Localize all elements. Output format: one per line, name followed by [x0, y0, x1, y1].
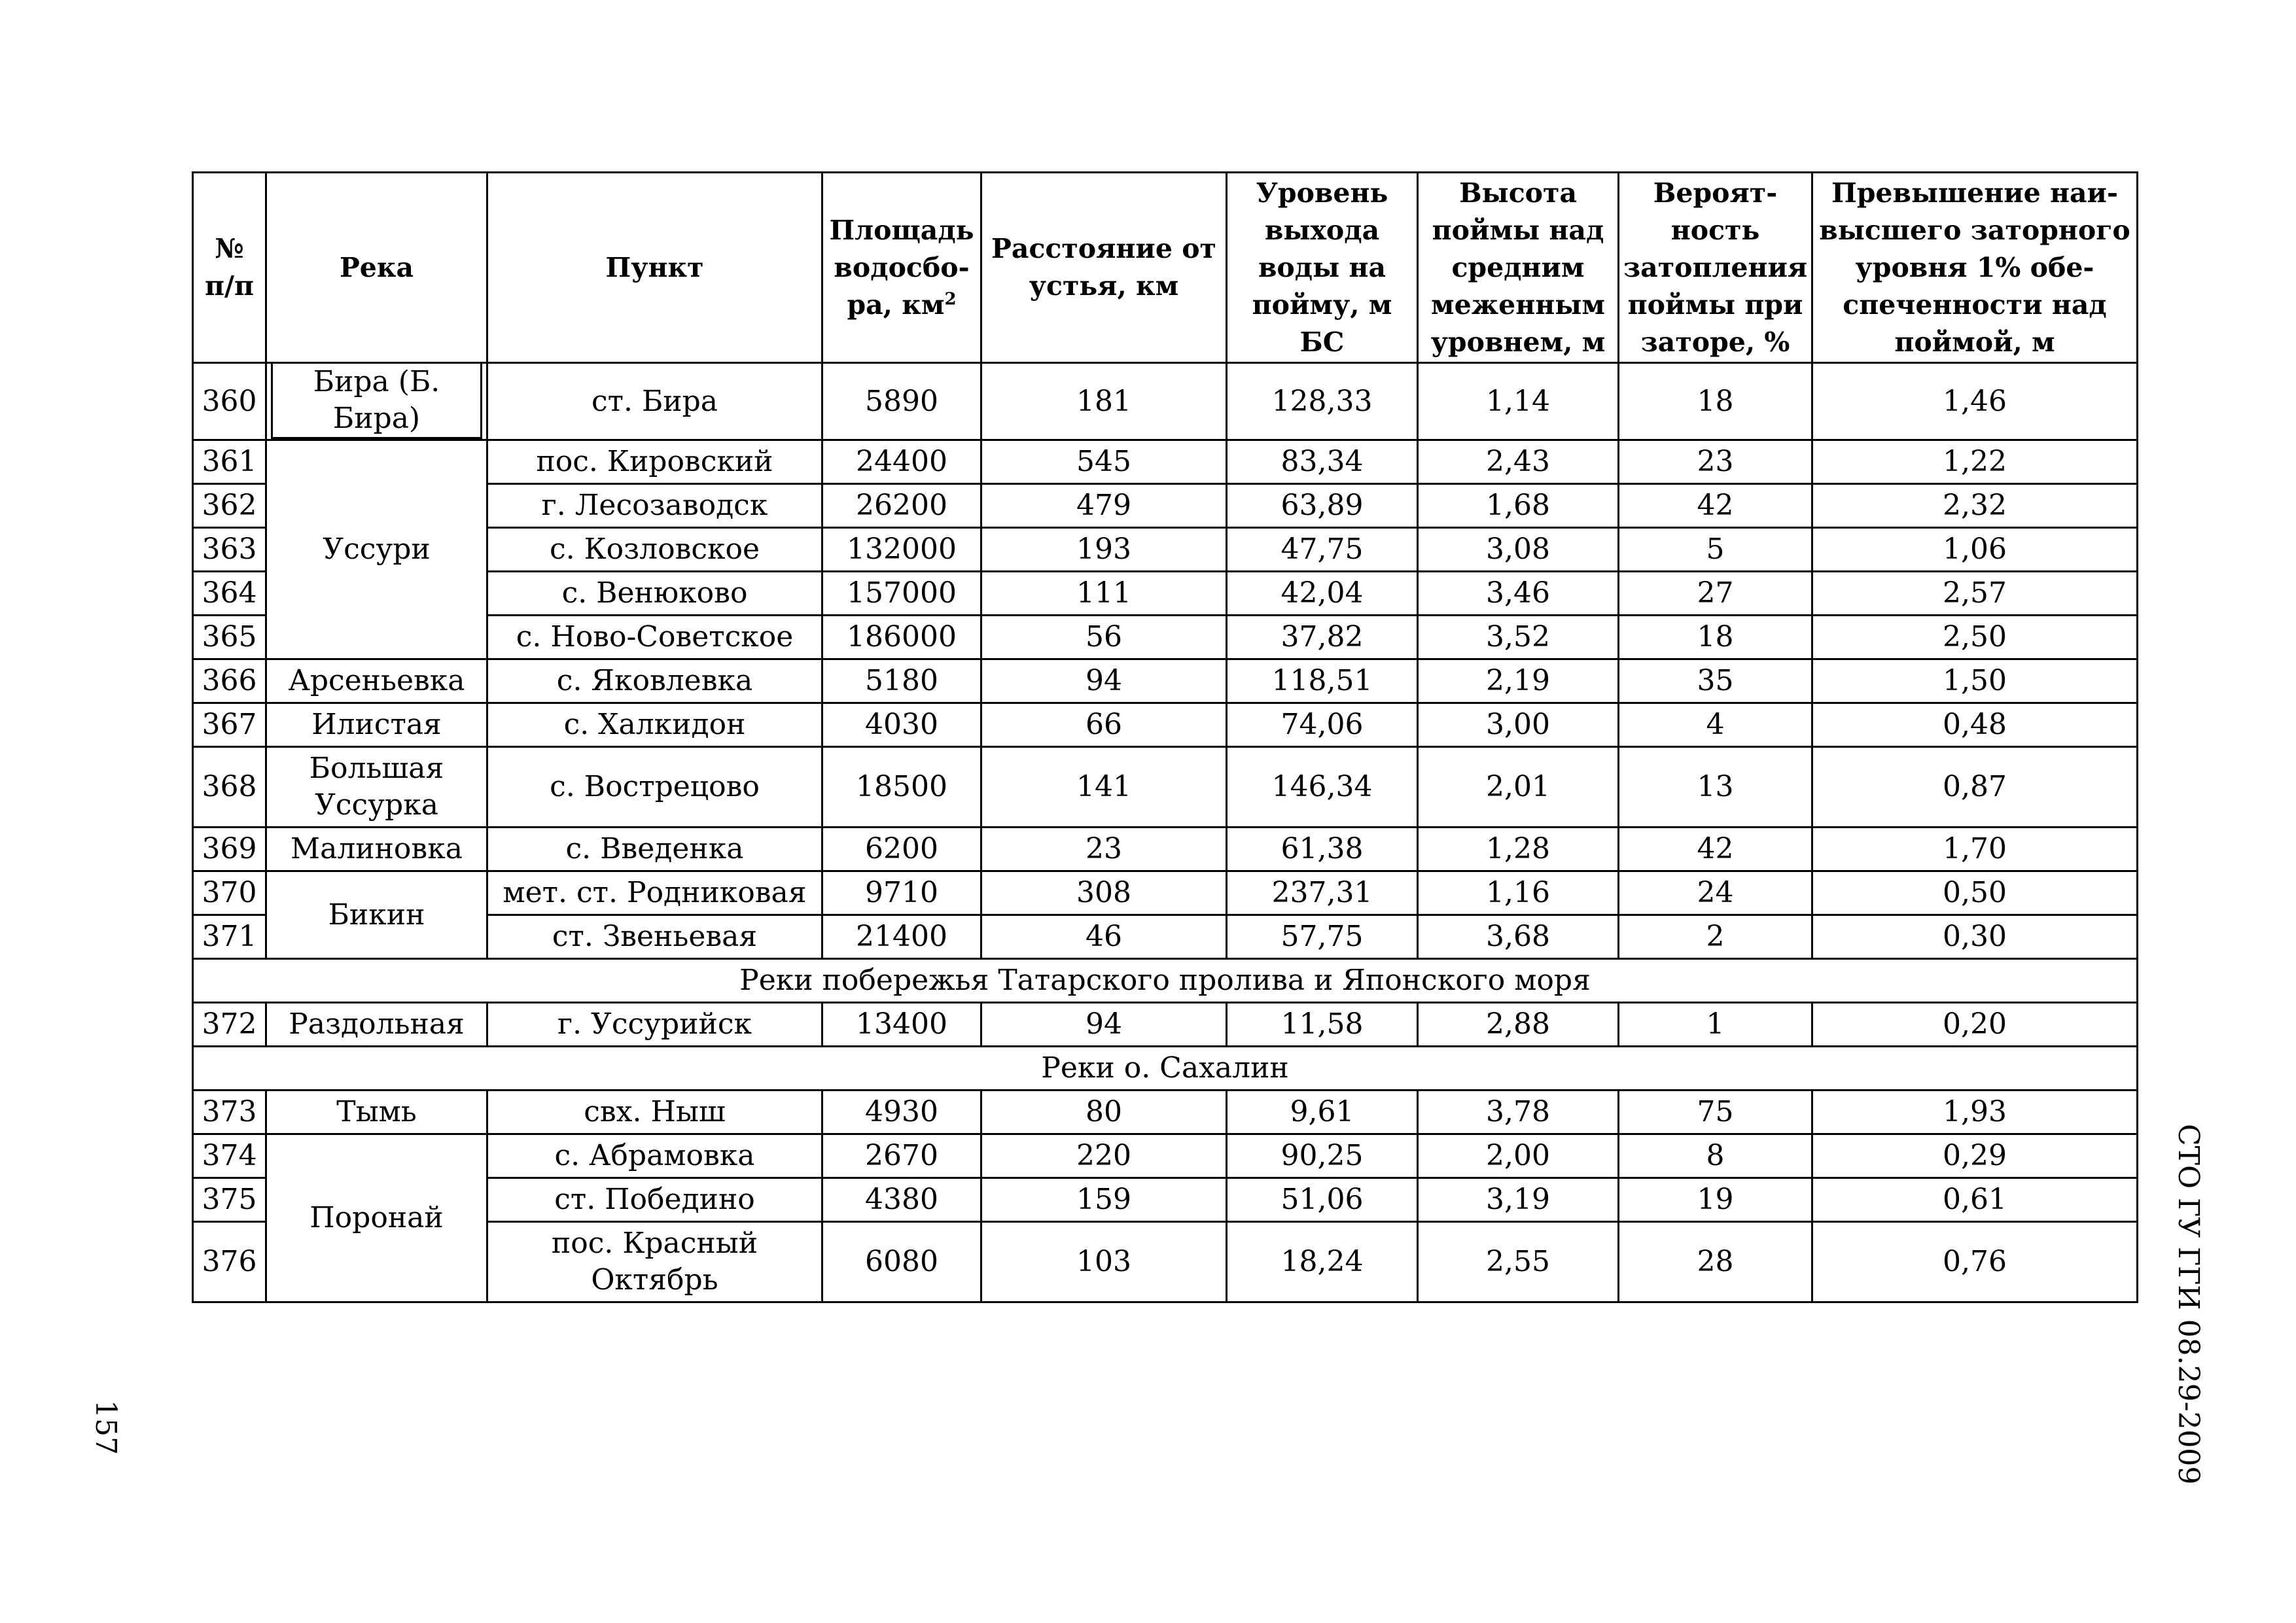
cell-area: 5890 — [822, 363, 981, 440]
cell-river: Большая Уссурка — [266, 747, 487, 828]
header-excess: Превышение наи-высшего заторного уровня 1% обе-спеченности над поймой, м — [1812, 173, 2138, 363]
cell-num: 374 — [193, 1134, 266, 1178]
cell-point: ст. Бира — [487, 363, 822, 440]
cell-distance: 141 — [981, 747, 1227, 828]
cell-prob: 4 — [1619, 703, 1812, 747]
cell-num: 362 — [193, 484, 266, 528]
cell-distance: 479 — [981, 484, 1227, 528]
cell-num: 369 — [193, 828, 266, 871]
cell-distance: 66 — [981, 703, 1227, 747]
cell-num: 365 — [193, 616, 266, 659]
cell-level: 118,51 — [1227, 659, 1418, 703]
table-row — [193, 1003, 2138, 1047]
cell-height: 3,68 — [1418, 915, 1619, 959]
cell-num: 367 — [193, 703, 266, 747]
cell-point: пос. Кировский — [487, 440, 822, 484]
cell-point: с. Введенка — [487, 828, 822, 871]
cell-distance: 46 — [981, 915, 1227, 959]
cell-point: с. Халкидон — [487, 703, 822, 747]
cell-distance: 80 — [981, 1091, 1227, 1134]
table-row — [193, 659, 2138, 703]
cell-excess: 0,50 — [1812, 871, 2138, 915]
cell-num: 360 — [193, 363, 266, 440]
cell-level: 37,82 — [1227, 616, 1418, 659]
cell-excess: 0,76 — [1812, 1222, 2138, 1302]
cell-point: ст. Победино — [487, 1178, 822, 1222]
cell-level: 90,25 — [1227, 1134, 1418, 1178]
header-area-text: Площадь водосбо-ра, км — [829, 214, 974, 321]
table-row — [193, 1134, 2138, 1178]
cell-prob: 24 — [1619, 871, 1812, 915]
cell-num: 368 — [193, 747, 266, 828]
cell-height: 1,14 — [1418, 363, 1619, 440]
cell-point: с. Венюково — [487, 572, 822, 616]
cell-prob: 75 — [1619, 1091, 1812, 1134]
cell-num: 375 — [193, 1178, 266, 1222]
cell-excess: 1,50 — [1812, 659, 2138, 703]
cell-level: 74,06 — [1227, 703, 1418, 747]
header-num: № п/п — [193, 173, 266, 363]
header-river: Река — [266, 173, 487, 363]
cell-point: ст. Звеньевая — [487, 915, 822, 959]
cell-area: 18500 — [822, 747, 981, 828]
cell-point: с. Вострецово — [487, 747, 822, 828]
cell-area: 9710 — [822, 871, 981, 915]
cell-num: 366 — [193, 659, 266, 703]
cell-distance: 193 — [981, 528, 1227, 572]
header-level: Уровень выхода воды на пойму, м БС — [1227, 173, 1418, 363]
cell-area: 21400 — [822, 915, 981, 959]
standard-code: СТО ГУ ГГИ 08.29-2009 — [2172, 1124, 2205, 1485]
cell-height: 3,00 — [1418, 703, 1619, 747]
cell-level: 63,89 — [1227, 484, 1418, 528]
cell-height: 3,46 — [1418, 572, 1619, 616]
cell-height: 2,19 — [1418, 659, 1619, 703]
cell-area: 6080 — [822, 1222, 981, 1302]
cell-excess: 1,22 — [1812, 440, 2138, 484]
cell-river: Раздольная — [266, 1003, 487, 1047]
cell-excess: 1,46 — [1812, 363, 2138, 440]
cell-level: 11,58 — [1227, 1003, 1418, 1047]
cell-river: Арсеньевка — [266, 659, 487, 703]
cell-excess: 1,93 — [1812, 1091, 2138, 1134]
header-prob: Вероят-ность затопления поймы при заторе, % — [1619, 173, 1812, 363]
cell-prob: 1 — [1619, 1003, 1812, 1047]
table-row — [193, 440, 2138, 484]
cell-excess: 0,87 — [1812, 747, 2138, 828]
header-area — [822, 173, 981, 363]
cell-excess: 0,29 — [1812, 1134, 2138, 1178]
cell-point: мет. ст. Родниковая — [487, 871, 822, 915]
cell-excess: 0,20 — [1812, 1003, 2138, 1047]
cell-num: 364 — [193, 572, 266, 616]
cell-prob: 13 — [1619, 747, 1812, 828]
cell-excess: 2,32 — [1812, 484, 2138, 528]
cell-area: 4380 — [822, 1178, 981, 1222]
cell-area: 13400 — [822, 1003, 981, 1047]
table-row — [193, 363, 2138, 440]
cell-prob: 27 — [1619, 572, 1812, 616]
cell-area: 6200 — [822, 828, 981, 871]
cell-excess: 1,70 — [1812, 828, 2138, 871]
cell-height: 3,19 — [1418, 1178, 1619, 1222]
cell-prob: 8 — [1619, 1134, 1812, 1178]
cell-distance: 159 — [981, 1178, 1227, 1222]
cell-point: с. Козловское — [487, 528, 822, 572]
cell-distance: 103 — [981, 1222, 1227, 1302]
cell-height: 2,55 — [1418, 1222, 1619, 1302]
cell-num: 373 — [193, 1091, 266, 1134]
cell-num: 371 — [193, 915, 266, 959]
cell-river: Поронай — [266, 1134, 487, 1302]
cell-river-text: Бира (Б. Бира) — [271, 364, 482, 439]
cell-area: 157000 — [822, 572, 981, 616]
section-heading-tatar: Реки побережья Татарского пролива и Японского моря — [193, 959, 2138, 1003]
cell-point: свх. Ныш — [487, 1091, 822, 1134]
cell-excess: 0,48 — [1812, 703, 2138, 747]
cell-distance: 308 — [981, 871, 1227, 915]
table-row — [193, 871, 2138, 915]
cell-prob: 35 — [1619, 659, 1812, 703]
cell-level: 83,34 — [1227, 440, 1418, 484]
cell-height: 3,08 — [1418, 528, 1619, 572]
cell-area: 2670 — [822, 1134, 981, 1178]
cell-distance: 111 — [981, 572, 1227, 616]
cell-excess: 1,06 — [1812, 528, 2138, 572]
page-number: 157 — [89, 1400, 122, 1455]
cell-height: 2,00 — [1418, 1134, 1619, 1178]
cell-prob: 5 — [1619, 528, 1812, 572]
table-row — [193, 747, 2138, 828]
cell-point: пос. Красный Октябрь — [487, 1222, 822, 1302]
header-height: Высота поймы над средним меженным уровнем, м — [1418, 173, 1619, 363]
cell-area: 5180 — [822, 659, 981, 703]
cell-distance: 94 — [981, 1003, 1227, 1047]
cell-distance: 94 — [981, 659, 1227, 703]
cell-level: 128,33 — [1227, 363, 1418, 440]
cell-point: с. Абрамовка — [487, 1134, 822, 1178]
cell-num: 376 — [193, 1222, 266, 1302]
cell-prob: 23 — [1619, 440, 1812, 484]
cell-excess: 0,61 — [1812, 1178, 2138, 1222]
table-row — [193, 1091, 2138, 1134]
cell-height: 2,43 — [1418, 440, 1619, 484]
cell-height: 1,28 — [1418, 828, 1619, 871]
header-distance: Расстояние от устья, км — [981, 173, 1227, 363]
cell-river: Малиновка — [266, 828, 487, 871]
cell-prob: 28 — [1619, 1222, 1812, 1302]
cell-distance: 545 — [981, 440, 1227, 484]
cell-level: 42,04 — [1227, 572, 1418, 616]
cell-distance: 56 — [981, 616, 1227, 659]
cell-river — [266, 363, 487, 440]
cell-area: 4930 — [822, 1091, 981, 1134]
cell-num: 361 — [193, 440, 266, 484]
cell-point: с. Яковлевка — [487, 659, 822, 703]
cell-level: 146,34 — [1227, 747, 1418, 828]
cell-distance: 220 — [981, 1134, 1227, 1178]
header-point: Пункт — [487, 173, 822, 363]
cell-area: 26200 — [822, 484, 981, 528]
header-area-sup: 2 — [944, 288, 957, 309]
cell-point: с. Ново-Советское — [487, 616, 822, 659]
cell-level: 57,75 — [1227, 915, 1418, 959]
section-row — [193, 959, 2138, 1003]
cell-area: 4030 — [822, 703, 981, 747]
cell-prob: 19 — [1619, 1178, 1812, 1222]
cell-level: 61,38 — [1227, 828, 1418, 871]
cell-river: Тымь — [266, 1091, 487, 1134]
section-heading-sakhalin: Реки о. Сахалин — [193, 1047, 2138, 1091]
cell-area: 186000 — [822, 616, 981, 659]
cell-excess: 0,30 — [1812, 915, 2138, 959]
cell-river: Бикин — [266, 871, 487, 959]
cell-height: 3,52 — [1418, 616, 1619, 659]
cell-num: 363 — [193, 528, 266, 572]
floodplain-table — [192, 171, 2138, 1303]
cell-excess: 2,57 — [1812, 572, 2138, 616]
cell-prob: 42 — [1619, 484, 1812, 528]
section-row — [193, 1047, 2138, 1091]
cell-river: Илистая — [266, 703, 487, 747]
cell-area: 132000 — [822, 528, 981, 572]
cell-height: 2,01 — [1418, 747, 1619, 828]
cell-height: 2,88 — [1418, 1003, 1619, 1047]
cell-prob: 42 — [1619, 828, 1812, 871]
cell-height: 3,78 — [1418, 1091, 1619, 1134]
cell-prob: 18 — [1619, 616, 1812, 659]
cell-num: 372 — [193, 1003, 266, 1047]
cell-level: 9,61 — [1227, 1091, 1418, 1134]
table-row — [193, 703, 2138, 747]
cell-prob: 2 — [1619, 915, 1812, 959]
cell-level: 47,75 — [1227, 528, 1418, 572]
cell-level: 51,06 — [1227, 1178, 1418, 1222]
cell-area: 24400 — [822, 440, 981, 484]
cell-point: г. Лесозаводск — [487, 484, 822, 528]
cell-distance: 181 — [981, 363, 1227, 440]
cell-level: 237,31 — [1227, 871, 1418, 915]
cell-point: г. Уссурийск — [487, 1003, 822, 1047]
cell-height: 1,16 — [1418, 871, 1619, 915]
cell-num: 370 — [193, 871, 266, 915]
table-header-row — [193, 173, 2138, 363]
cell-height: 1,68 — [1418, 484, 1619, 528]
cell-level: 18,24 — [1227, 1222, 1418, 1302]
table-row — [193, 828, 2138, 871]
cell-excess: 2,50 — [1812, 616, 2138, 659]
cell-river: Уссури — [266, 440, 487, 659]
cell-prob: 18 — [1619, 363, 1812, 440]
cell-distance: 23 — [981, 828, 1227, 871]
